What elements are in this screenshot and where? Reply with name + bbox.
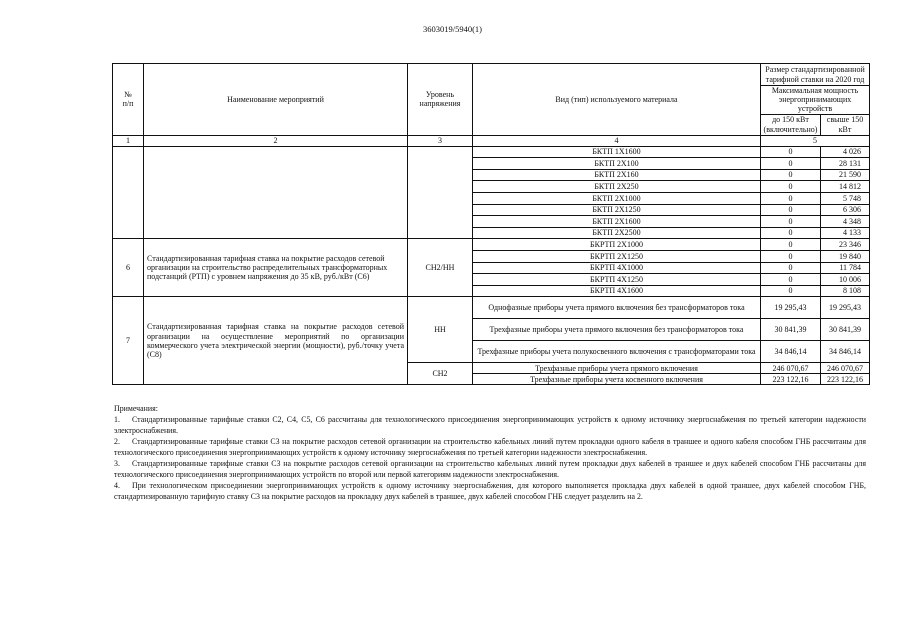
table-row-v1: 246 070,67 [761, 363, 821, 374]
prev-section-voltage [408, 146, 473, 239]
note-text: Стандартизированные тарифные ставки С3 на покрытие расходов сетевой организации на строительство кабельных линий путем прокладки одного кабеля в траншее и одного кабеля способом ГНБ рассчитаны для технологического присоединения энергопринимающих устройств к одному источнику энергоснабжения по третьей категории надежности электроснабжения. [114, 437, 866, 457]
table-row-v1: 0 [761, 274, 821, 286]
table-row-material: БКТП 2Х100 [473, 158, 761, 170]
table-row-v2: 223 122,16 [821, 374, 870, 385]
note-item [114, 436, 866, 458]
table-row-material: Трехфазные приборы учета полукосвенного включения с трансформаторами тока [473, 341, 761, 363]
prev-section-name [144, 146, 408, 239]
table-row-v1: 0 [761, 262, 821, 274]
table-row-v2: 10 006 [821, 274, 870, 286]
header-max-power: Максимальная мощность энергопринимающих устройств [761, 86, 870, 115]
notes-block [114, 403, 866, 502]
header-voltage: Уровень напряжения [408, 64, 473, 136]
document-number: 3603019/5940(1) [422, 24, 483, 34]
table-row-v2: 21 590 [821, 169, 870, 181]
table-row-v1: 0 [761, 239, 821, 251]
table-row-v2: 4 348 [821, 216, 870, 228]
table-row-v1: 0 [761, 181, 821, 193]
table-row-v1: 19 295,43 [761, 297, 821, 319]
table-row-v2: 11 784 [821, 262, 870, 274]
table-row-v2: 5 748 [821, 192, 870, 204]
table-row-v1: 34 846,14 [761, 341, 821, 363]
col-number: 2 [144, 135, 408, 146]
section7-num: 7 [113, 297, 144, 385]
header-col-le150: до 150 кВт (включительно) [761, 114, 821, 135]
table-row-v1: 0 [761, 204, 821, 216]
table-row-v1: 0 [761, 250, 821, 262]
section7-voltage-sn2: СН2 [408, 363, 473, 385]
section6-voltage: СН2/НН [408, 239, 473, 297]
notes-title: Примечания: [114, 404, 158, 413]
table-row-v2: 30 841,39 [821, 319, 870, 341]
table-row-v2: 34 846,14 [821, 341, 870, 363]
table-row-material: БКРТП 4Х1600 [473, 285, 761, 297]
table-row-v2: 19 840 [821, 250, 870, 262]
table-row-v1: 0 [761, 158, 821, 170]
table-row-material: БКРТП 2Х1250 [473, 250, 761, 262]
table-row-v1: 0 [761, 192, 821, 204]
col-number: 3 [408, 135, 473, 146]
note-number: 1. [114, 415, 120, 424]
table-row-v2: 28 131 [821, 158, 870, 170]
section7-voltage-nn: НН [408, 297, 473, 363]
note-item [114, 414, 866, 436]
tariff-table [112, 63, 870, 385]
header-material: Вид (тип) используемого материала [473, 64, 761, 136]
note-item [114, 480, 866, 502]
table-row-material: БКТП 2Х2500 [473, 227, 761, 239]
table-row-v2: 19 295,43 [821, 297, 870, 319]
col-number: 5 [761, 135, 870, 146]
header-num: № п/п [113, 64, 144, 136]
table-row-material: БКТП 2Х250 [473, 181, 761, 193]
table-row-v2: 4 026 [821, 146, 870, 158]
table-row-v1: 0 [761, 285, 821, 297]
table-row-v1: 0 [761, 169, 821, 181]
header-col-gt150: свыше 150 кВт [821, 114, 870, 135]
table-row-material: Трехфазные приборы учета косвенного включения [473, 374, 761, 385]
note-number: 2. [114, 437, 120, 446]
table-row-material: БКРТП 4Х1250 [473, 274, 761, 286]
table-row-material: БКТП 1Х1600 [473, 146, 761, 158]
table-row-material: Трехфазные приборы учета прямого включения [473, 363, 761, 374]
col-number: 4 [473, 135, 761, 146]
table-row-v2: 14 812 [821, 181, 870, 193]
note-text: Стандартизированные тарифные ставки С3 на покрытие расходов сетевой организации на строительство кабельных линий путем прокладки двух кабелей в траншее и двух кабелей способом ГНБ рассчитаны для технологического присоединения энергопринимающих устройств по второй или первой категориям надежности электроснабжения. [114, 459, 866, 479]
table-row-material: БКТП 2Х160 [473, 169, 761, 181]
table-row-material: БКТП 2Х1600 [473, 216, 761, 228]
table-row-v1: 223 122,16 [761, 374, 821, 385]
table-row-v1: 0 [761, 216, 821, 228]
table-row-material: Однофазные приборы учета прямого включения без трансформаторов тока [473, 297, 761, 319]
note-item [114, 458, 866, 480]
col-number: 1 [113, 135, 144, 146]
table-row-material: БКРТП 4Х1000 [473, 262, 761, 274]
table-row-material: Трехфазные приборы учета прямого включения без трансформаторов тока [473, 319, 761, 341]
table-row-material: БКРТП 2Х1000 [473, 239, 761, 251]
table-row-v2: 4 133 [821, 227, 870, 239]
header-name: Наименование мероприятий [144, 64, 408, 136]
prev-section-num [113, 146, 144, 239]
header-rate-size: Размер стандартизированной тарифной ставки на 2020 год [761, 64, 870, 86]
section6-num: 6 [113, 239, 144, 297]
table-row-v1: 0 [761, 227, 821, 239]
section7-name: Стандартизированная тарифная ставка на покрытие расходов сетевой организации на осуществление мероприятий по организации коммерческого учета электрической энергии (мощности), руб./точку учета (С8) [144, 297, 408, 385]
table-row-v2: 246 070,67 [821, 363, 870, 374]
note-number: 4. [114, 481, 120, 490]
table-row-v1: 30 841,39 [761, 319, 821, 341]
table-row-v2: 6 306 [821, 204, 870, 216]
table-row-v1: 0 [761, 146, 821, 158]
note-text: При технологическом присоединении энергопринимающих устройств к одному источнику энергоснабжения, для которого выполняется прокладка двух кабелей в одной траншее, двух кабелей способом ГНБ, стандартизированную тарифную ставку С3 на покрытие расходов на прокладку двух кабелей в траншее, двух кабелей способом ГНБ следует разделить на 2. [114, 481, 866, 501]
table-row-material: БКТП 2Х1250 [473, 204, 761, 216]
section6-name: Стандартизированная тарифная ставка на покрытие расходов сетевой организации на строительство распределительных трансформаторных подстанций (РТП) с уровнем напряжения до 35 кВ, руб./кВт (С6) [144, 239, 408, 297]
table-row-v2: 8 108 [821, 285, 870, 297]
table-row-v2: 23 346 [821, 239, 870, 251]
table-row-material: БКТП 2Х1000 [473, 192, 761, 204]
note-text: Стандартизированные тарифные ставки С2, С4, С5, С6 рассчитаны для технологического присоединения энергопринимающих устройств к одному источнику энергоснабжения по третьей категории надежности электроснабжения. [114, 415, 866, 435]
note-number: 3. [114, 459, 120, 468]
